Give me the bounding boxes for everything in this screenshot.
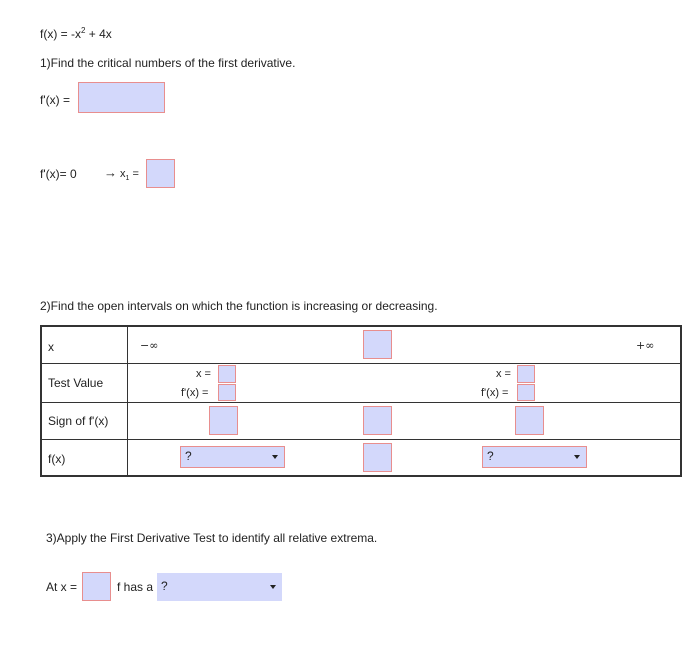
sign-input-middle[interactable] — [363, 406, 392, 435]
table-row-divider — [41, 402, 681, 403]
chevron-down-icon — [574, 455, 580, 459]
table-column-divider — [127, 326, 128, 476]
critical-x-input[interactable] — [363, 330, 392, 359]
extremum-type-dropdown[interactable]: ? — [157, 573, 282, 601]
chevron-down-icon — [270, 585, 276, 589]
table-row-divider — [41, 439, 681, 440]
arrow-icon: → — [104, 165, 117, 180]
sign-input-right[interactable] — [515, 406, 544, 435]
question-3-title: 3)Apply the First Derivative Test to identify all relative extrema. — [46, 531, 378, 545]
test-value-x-input-right[interactable] — [517, 365, 535, 383]
test-value-fprime-input-right[interactable] — [517, 384, 535, 401]
f-has-a-label: f has a — [117, 580, 154, 594]
at-x-label: At x = — [46, 580, 78, 594]
function-definition: $f(x) = -x^2 + 4x$ — [40, 26, 112, 41]
test-value-fprime-input-left[interactable] — [218, 384, 236, 401]
derivative-input[interactable] — [78, 82, 165, 113]
derivative-zero-label: f'(x)= 0 — [40, 167, 77, 181]
extremum-x-input[interactable] — [82, 572, 111, 601]
test-value-fprime-label-right: f'(x) = — [481, 387, 509, 399]
fx-behavior-dropdown-left[interactable]: ? — [180, 446, 285, 468]
chevron-down-icon — [272, 455, 278, 459]
derivative-label: f'(x) = — [40, 93, 70, 107]
row-label-test-value: Test Value — [48, 376, 104, 390]
critical-number-input[interactable] — [146, 159, 175, 188]
test-value-x-label-left: x = — [196, 368, 211, 380]
test-value-fprime-label-left: f'(x) = — [181, 387, 209, 399]
table-row-divider — [41, 363, 681, 364]
negative-infinity: −∞ — [140, 339, 159, 352]
question-1-title: 1)Find the critical numbers of the first derivative. — [40, 56, 296, 70]
critical-number-label: $x_1$ = — [120, 168, 139, 183]
row-label-sign: Sign of f'(x) — [48, 414, 109, 428]
test-value-x-label-right: x = — [496, 368, 511, 380]
fx-input-middle[interactable] — [363, 443, 392, 472]
fx-behavior-dropdown-right[interactable]: ? — [482, 446, 587, 468]
test-value-x-input-left[interactable] — [218, 365, 236, 383]
row-label-x: x — [48, 340, 54, 354]
row-label-fx: f(x) — [48, 452, 66, 466]
positive-infinity: +∞ — [636, 339, 655, 352]
question-2-title: 2)Find the open intervals on which the function is increasing or decreasing. — [40, 299, 438, 313]
sign-input-left[interactable] — [209, 406, 238, 435]
